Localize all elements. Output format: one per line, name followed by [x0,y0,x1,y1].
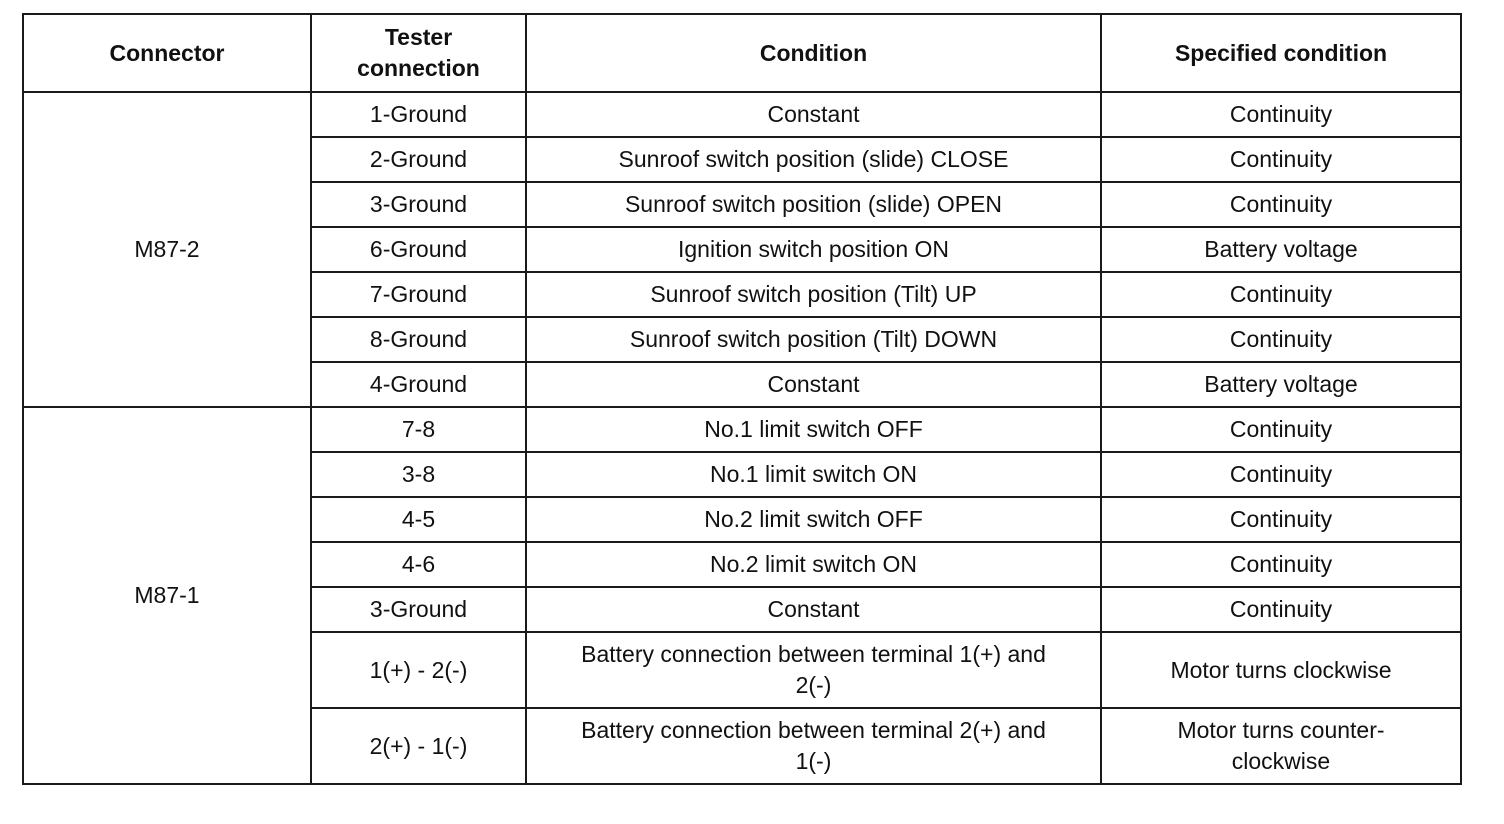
tester-connection-cell: 8-Ground [311,317,526,362]
connector-cell: M87-1 [23,407,311,784]
specified-condition-cell: Battery voltage [1101,227,1461,272]
header-condition: Condition [526,14,1101,92]
condition-cell: No.2 limit switch OFF [526,497,1101,542]
tester-connection-cell: 7-8 [311,407,526,452]
tester-connection-cell: 3-8 [311,452,526,497]
condition-cell: No.1 limit switch ON [526,452,1101,497]
header-connector: Connector [23,14,311,92]
tester-connection-cell: 2-Ground [311,137,526,182]
header-row [23,14,1461,92]
condition-cell [526,632,1101,708]
specified-condition-cell: Continuity [1101,542,1461,587]
tester-connection-cell: 3-Ground [311,182,526,227]
condition-cell: Sunroof switch position (Tilt) UP [526,272,1101,317]
tester-connection-cell: 2(+) - 1(-) [311,708,526,784]
specified-condition-cell: Continuity [1101,272,1461,317]
condition-cell: Sunroof switch position (Tilt) DOWN [526,317,1101,362]
inspection-table [22,13,1462,785]
specified-condition-cell: Continuity [1101,182,1461,227]
specified-condition-cell: Battery voltage [1101,362,1461,407]
specified-condition-cell: Motor turns clockwise [1101,632,1461,708]
specified-condition-cell: Continuity [1101,92,1461,137]
specified-condition-cell: Continuity [1101,317,1461,362]
header-specified-condition: Specified condition [1101,14,1461,92]
connector-cell: M87-2 [23,92,311,407]
condition-cell: Constant [526,92,1101,137]
tester-connection-cell: 3-Ground [311,587,526,632]
tester-connection-cell: 6-Ground [311,227,526,272]
condition-cell: Constant [526,587,1101,632]
tester-connection-cell: 7-Ground [311,272,526,317]
condition-cell: No.1 limit switch OFF [526,407,1101,452]
condition-cell: Ignition switch position ON [526,227,1101,272]
specified-condition-cell: Continuity [1101,407,1461,452]
specified-condition-text: Motor turns counter-clockwise [1177,717,1385,774]
table-row [23,407,1461,452]
condition-text: Battery connection between terminal 1(+) and 2(-) [581,641,1046,698]
condition-cell [526,708,1101,784]
specified-condition-cell: Continuity [1101,587,1461,632]
condition-cell: Constant [526,362,1101,407]
condition-cell: No.2 limit switch ON [526,542,1101,587]
specified-condition-cell: Continuity [1101,452,1461,497]
specified-condition-cell: Continuity [1101,497,1461,542]
specified-condition-cell [1101,708,1461,784]
condition-text: Battery connection between terminal 2(+) and 1(-) [581,717,1046,774]
tester-connection-cell: 4-6 [311,542,526,587]
tester-connection-cell: 4-Ground [311,362,526,407]
header-tester-connection-label: Tester connection [357,24,480,81]
header-tester-connection [311,14,526,92]
tester-connection-cell: 4-5 [311,497,526,542]
condition-cell: Sunroof switch position (slide) OPEN [526,182,1101,227]
tester-connection-cell: 1-Ground [311,92,526,137]
continuity-inspection-sheet [22,13,1460,785]
condition-cell: Sunroof switch position (slide) CLOSE [526,137,1101,182]
specified-condition-cell: Continuity [1101,137,1461,182]
table-row [23,92,1461,137]
tester-connection-cell: 1(+) - 2(-) [311,632,526,708]
